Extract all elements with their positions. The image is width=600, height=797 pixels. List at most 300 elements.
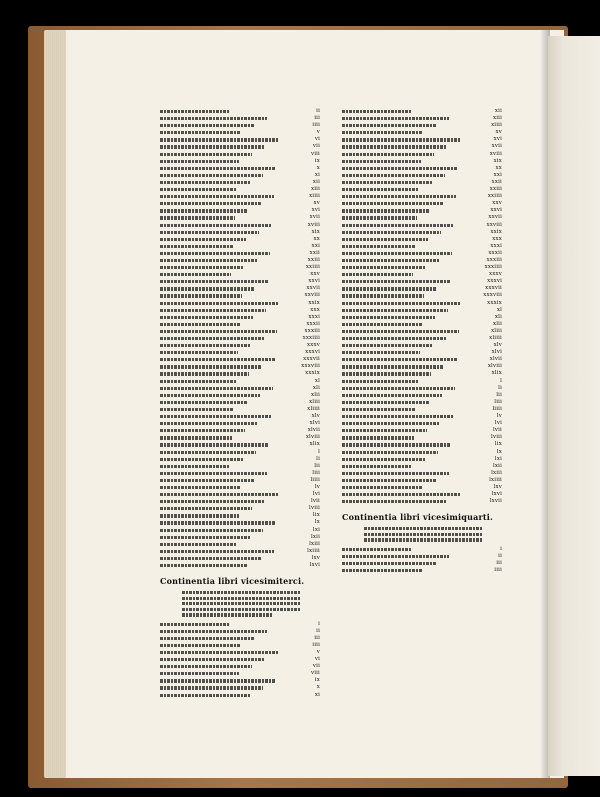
- table-of-contents-entry: [160, 392, 320, 399]
- table-of-contents-entry: [342, 158, 502, 165]
- entry-chapter-number: ix: [314, 157, 320, 164]
- entry-chapter-number: xliiii: [307, 405, 320, 412]
- table-of-contents-entry: [160, 136, 320, 143]
- entry-text-line: [342, 110, 412, 113]
- entry-chapter-number: xxxvi: [487, 278, 502, 285]
- table-of-contents-entry: [160, 491, 320, 498]
- entry-chapter-number: xxiiii: [487, 193, 502, 200]
- entry-chapter-number: ii: [316, 627, 320, 634]
- entry-chapter-number: xxxix: [487, 299, 502, 306]
- entry-chapter-number: xxxiiii: [302, 335, 320, 341]
- entry-text-line: [160, 536, 250, 539]
- entry-chapter-number: xv: [495, 129, 502, 136]
- table-of-contents-entry: [160, 385, 320, 392]
- table-of-contents-entry: [160, 470, 320, 477]
- entry-text-line: [160, 686, 263, 689]
- entry-text-line: [160, 500, 265, 503]
- table-of-contents-entry: [342, 122, 502, 129]
- entry-text-line: [342, 273, 413, 276]
- entry-chapter-number: xxvii: [306, 285, 320, 292]
- table-of-contents-entry: [160, 498, 320, 505]
- entry-chapter-number: lv: [314, 483, 320, 490]
- entry-text-line: [160, 443, 269, 446]
- entry-chapter-number: xxxiii: [486, 256, 502, 263]
- entry-text-line: [160, 188, 237, 191]
- entry-chapter-number: xvi: [493, 136, 502, 143]
- table-of-contents-entry: [342, 491, 502, 498]
- entry-text-line: [160, 644, 241, 647]
- entry-chapter-number: xvii: [491, 143, 502, 150]
- entry-chapter-number: xxxviii: [483, 292, 502, 299]
- entry-text-line: [342, 472, 449, 475]
- table-of-contents-entry: [160, 172, 320, 179]
- entry-text-line: [160, 429, 245, 432]
- table-of-contents-entry: [342, 456, 502, 463]
- entry-text-line: [160, 465, 230, 468]
- entry-chapter-number: l: [318, 448, 320, 455]
- entry-text-line: [342, 309, 448, 312]
- entry-text-line: [342, 465, 412, 468]
- table-of-contents-entry: [342, 399, 502, 406]
- right-entry-list: [342, 108, 502, 505]
- entry-text-line: [342, 145, 447, 148]
- table-of-contents-entry: [160, 656, 320, 663]
- entry-chapter-number: xlii: [310, 391, 320, 398]
- table-of-contents-entry: [160, 200, 320, 207]
- left-entry-list: [160, 108, 320, 569]
- table-of-contents-entry: [342, 264, 502, 271]
- table-of-contents-entry: [160, 122, 320, 129]
- entry-text-line: [342, 224, 454, 227]
- entry-text-line: [342, 415, 453, 418]
- entry-text-line: [160, 472, 267, 475]
- table-of-contents-entry: [342, 484, 502, 491]
- entry-chapter-number: lxv: [311, 554, 320, 561]
- entry-text-line: [342, 436, 414, 439]
- entry-chapter-number: x: [316, 684, 320, 691]
- entry-chapter-number: lvi: [494, 420, 502, 427]
- entry-text-line: [160, 521, 276, 524]
- entry-chapter-number: xlvii: [307, 427, 320, 434]
- entry-text-line: [160, 294, 242, 297]
- entry-chapter-number: i: [500, 545, 502, 552]
- entry-chapter-number: vi: [314, 656, 320, 663]
- entry-text-line: [342, 245, 415, 248]
- entry-text-line: [160, 358, 275, 361]
- entry-text-line: [342, 358, 457, 361]
- table-of-contents-entry: [342, 427, 502, 434]
- entry-chapter-number: vii: [312, 143, 320, 150]
- table-of-contents-entry: [342, 300, 502, 307]
- entry-chapter-number: lviii: [309, 505, 320, 512]
- entry-text-line: [160, 309, 266, 312]
- entry-chapter-number: xxii: [491, 178, 502, 185]
- table-of-contents-entry: [160, 179, 320, 186]
- entry-text-line: [342, 500, 447, 503]
- table-of-contents-entry: [342, 207, 502, 214]
- entry-text-line: [342, 231, 441, 234]
- entry-chapter-number: lxi: [312, 526, 320, 533]
- entry-text-line: [160, 280, 268, 283]
- entry-text-line: [160, 529, 263, 532]
- table-of-contents-entry: [342, 413, 502, 420]
- entry-chapter-number: lvi: [312, 491, 320, 498]
- entry-chapter-number: xx: [495, 164, 502, 171]
- entry-text-line: [342, 569, 423, 572]
- entry-text-line: [160, 153, 252, 156]
- table-of-contents-entry: [342, 115, 502, 122]
- table-of-contents-entry: [342, 553, 502, 560]
- entry-chapter-number: ii: [316, 108, 320, 114]
- entry-text-line: [342, 294, 424, 297]
- entry-chapter-number: xxiiii: [305, 264, 320, 271]
- table-of-contents-entry: [342, 498, 502, 505]
- table-of-contents-entry: [342, 151, 502, 158]
- table-of-contents-entry: [160, 115, 320, 122]
- entry-text-line: [342, 443, 451, 446]
- entry-text-line: [160, 630, 267, 633]
- entry-text-line: [160, 458, 243, 461]
- entry-text-line: [160, 216, 235, 219]
- table-of-contents-entry: [342, 285, 502, 292]
- entry-text-line: [160, 694, 250, 697]
- right-text-column: [342, 108, 502, 574]
- entry-text-line: [342, 259, 439, 262]
- table-of-contents-entry: [160, 257, 320, 264]
- table-of-contents-entry: [342, 250, 502, 257]
- entry-chapter-number: xxvii: [488, 214, 502, 221]
- entry-text-line: [342, 160, 421, 163]
- entry-text-line: [160, 543, 237, 546]
- entry-chapter-number: xli: [312, 384, 320, 391]
- entry-chapter-number: xxii: [309, 249, 320, 256]
- table-of-contents-entry: [160, 541, 320, 548]
- entry-chapter-number: i: [318, 620, 320, 627]
- entry-chapter-number: iii: [314, 634, 320, 641]
- table-of-contents-entry: [342, 370, 502, 377]
- entry-chapter-number: xxvi: [308, 278, 320, 285]
- table-of-contents-entry: [342, 243, 502, 250]
- table-of-contents-entry: [160, 670, 320, 677]
- entry-chapter-number: xi: [314, 171, 320, 178]
- entry-chapter-number: xliiii: [489, 335, 502, 341]
- table-of-contents-entry: [160, 484, 320, 491]
- entry-chapter-number: xlvi: [491, 349, 502, 356]
- entry-text-line: [342, 486, 423, 489]
- table-of-contents-entry: [342, 560, 502, 567]
- entry-text-line: [160, 181, 250, 184]
- entry-chapter-number: lxiii: [491, 469, 502, 476]
- entry-chapter-number: xxviii: [304, 292, 320, 299]
- table-of-contents-entry: [160, 649, 320, 656]
- entry-text-line: [160, 224, 272, 227]
- entry-text-line: [342, 316, 435, 319]
- entry-text-line: [160, 665, 252, 668]
- table-of-contents-entry: [342, 363, 502, 370]
- entry-text-line: [160, 387, 273, 390]
- table-of-contents-entry: [160, 463, 320, 470]
- entry-chapter-number: xlix: [309, 441, 320, 448]
- table-of-contents-entry: [342, 441, 502, 448]
- table-of-contents-entry: [160, 527, 320, 534]
- entry-chapter-number: viii: [310, 150, 320, 157]
- entry-text-line: [342, 131, 423, 134]
- entry-text-line: [160, 486, 241, 489]
- entry-text-line: [342, 422, 440, 425]
- entry-text-line: [160, 238, 246, 241]
- entry-chapter-number: liii: [312, 469, 320, 476]
- entry-text-line: [160, 479, 254, 482]
- table-of-contents-entry: [342, 165, 502, 172]
- table-of-contents-entry: [160, 399, 320, 406]
- entry-text-line: [160, 287, 255, 290]
- entry-chapter-number: li: [316, 455, 320, 462]
- entry-text-line: [342, 408, 416, 411]
- table-of-contents-entry: [160, 335, 320, 342]
- entry-text-line: [342, 479, 436, 482]
- entry-text-line: [342, 365, 444, 368]
- table-of-contents-entry: [342, 229, 502, 236]
- entry-text-line: [160, 564, 248, 567]
- entry-chapter-number: ix: [314, 677, 320, 684]
- entry-chapter-number: xxv: [492, 200, 502, 207]
- entry-chapter-number: xxi: [493, 171, 502, 178]
- entry-text-line: [342, 562, 436, 565]
- entry-chapter-number: lxvii: [489, 498, 502, 505]
- table-of-contents-entry: [160, 186, 320, 193]
- entry-chapter-number: lix: [494, 441, 502, 448]
- table-of-contents-entry: [160, 314, 320, 321]
- entry-text-line: [342, 401, 429, 404]
- entry-text-line: [160, 316, 253, 319]
- entry-chapter-number: xvi: [311, 207, 320, 214]
- entry-chapter-number: xii: [494, 108, 502, 114]
- entry-chapter-number: xii: [312, 178, 320, 185]
- entry-chapter-number: xxiii: [307, 256, 320, 263]
- table-of-contents-entry: [342, 378, 502, 385]
- entry-chapter-number: xl: [496, 306, 502, 313]
- table-of-contents-entry: [342, 434, 502, 441]
- right-section-heading: Continentia libri vicesimiquarti.: [342, 512, 494, 523]
- entry-text-line: [342, 387, 455, 390]
- entry-text-line: [160, 493, 278, 496]
- table-of-contents-entry: [160, 420, 320, 427]
- entry-chapter-number: liiii: [492, 405, 502, 412]
- entry-chapter-number: lvii: [310, 498, 320, 505]
- table-of-contents-entry: [160, 243, 320, 250]
- entry-chapter-number: xlviii: [487, 363, 502, 370]
- entry-chapter-number: xiiii: [491, 122, 502, 129]
- table-of-contents-entry: [160, 363, 320, 370]
- table-of-contents-entry: [342, 567, 502, 574]
- table-of-contents-entry: [160, 307, 320, 314]
- table-of-contents-entry: [342, 179, 502, 186]
- entry-chapter-number: lviii: [491, 434, 502, 441]
- table-of-contents-entry: [160, 165, 320, 172]
- entry-text-line: [160, 408, 234, 411]
- entry-chapter-number: xlv: [311, 413, 320, 420]
- entry-text-line: [160, 451, 256, 454]
- entry-chapter-number: x: [316, 164, 320, 171]
- entry-chapter-number: xlvii: [489, 356, 502, 363]
- entry-chapter-number: lxvi: [309, 562, 320, 568]
- entry-text-line: [160, 637, 254, 640]
- entry-chapter-number: xviii: [307, 221, 320, 228]
- entry-chapter-number: iii: [314, 115, 320, 122]
- table-of-contents-entry: [160, 555, 320, 562]
- table-of-contents-entry: [160, 427, 320, 434]
- table-of-contents-entry: [342, 356, 502, 363]
- table-of-contents-entry: [160, 477, 320, 484]
- entry-text-line: [160, 507, 252, 510]
- entry-chapter-number: xxx: [310, 306, 320, 313]
- table-of-contents-entry: [160, 562, 320, 569]
- entry-chapter-number: xxxvii: [303, 356, 320, 363]
- entry-text-line: [160, 302, 279, 305]
- entry-text-line: [160, 351, 238, 354]
- entry-chapter-number: li: [498, 384, 502, 391]
- entry-text-line: [160, 273, 231, 276]
- table-of-contents-entry: [342, 222, 502, 229]
- table-of-contents-entry: [160, 456, 320, 463]
- entry-text-line: [342, 380, 418, 383]
- table-of-contents-entry: [160, 519, 320, 526]
- entry-chapter-number: iiii: [312, 122, 320, 129]
- table-of-contents-entry: [160, 342, 320, 349]
- table-of-contents-entry: [160, 321, 320, 328]
- table-of-contents-entry: [160, 441, 320, 448]
- entry-text-line: [160, 131, 241, 134]
- entry-text-line: [160, 337, 264, 340]
- table-of-contents-entry: [160, 271, 320, 278]
- entry-chapter-number: xiii: [492, 115, 502, 122]
- table-of-contents-entry: [342, 257, 502, 264]
- entry-chapter-number: xliii: [491, 327, 502, 334]
- entry-chapter-number: l: [500, 377, 502, 384]
- entry-chapter-number: lxiiii: [489, 476, 502, 483]
- entry-chapter-number: xiiii: [309, 193, 320, 200]
- entry-text-line: [160, 266, 244, 269]
- table-of-contents-entry: [342, 108, 502, 115]
- entry-chapter-number: viii: [310, 670, 320, 677]
- table-of-contents-entry: [160, 214, 320, 221]
- entry-chapter-number: iii: [496, 559, 502, 566]
- entry-chapter-number: xviii: [489, 150, 502, 157]
- table-of-contents-entry: [342, 129, 502, 136]
- entry-chapter-number: lxii: [492, 462, 502, 469]
- table-of-contents-entry: [160, 278, 320, 285]
- table-of-contents-entry: [342, 477, 502, 484]
- table-of-contents-entry: [342, 420, 502, 427]
- entry-text-line: [342, 351, 420, 354]
- left-section-heading: Continentia libri vicesimiterci.: [160, 576, 305, 587]
- entry-text-line: [342, 167, 458, 170]
- entry-chapter-number: v: [316, 648, 320, 655]
- entry-text-line: [160, 651, 278, 654]
- entry-text-line: [342, 181, 432, 184]
- entry-text-line: [342, 252, 452, 255]
- entry-chapter-number: xl: [314, 377, 320, 384]
- table-of-contents-entry: [160, 548, 320, 555]
- entry-text-line: [342, 287, 437, 290]
- table-of-contents-entry: [160, 264, 320, 271]
- entry-chapter-number: xi: [314, 691, 320, 698]
- entry-chapter-number: xlvi: [309, 420, 320, 427]
- table-of-contents-entry: [160, 534, 320, 541]
- entry-chapter-number: ii: [498, 552, 502, 559]
- entry-chapter-number: lxi: [494, 455, 502, 462]
- table-of-contents-entry: [342, 349, 502, 356]
- table-of-contents-entry: [160, 328, 320, 335]
- table-of-contents-entry: [342, 136, 502, 143]
- entry-text-line: [160, 160, 239, 163]
- entry-chapter-number: xvii: [309, 214, 320, 221]
- table-of-contents-entry: [342, 236, 502, 243]
- entry-text-line: [160, 344, 251, 347]
- right-entry-list-2: [342, 546, 502, 574]
- table-of-contents-entry: [342, 321, 502, 328]
- table-of-contents-entry: [342, 314, 502, 321]
- table-of-contents-entry: [160, 413, 320, 420]
- entry-chapter-number: xxxiii: [304, 327, 320, 334]
- entry-text-line: [342, 153, 434, 156]
- entry-text-line: [160, 422, 258, 425]
- entry-chapter-number: xxxviii: [301, 363, 320, 370]
- table-of-contents-entry: [342, 214, 502, 221]
- table-of-contents-entry: [342, 172, 502, 179]
- table-of-contents-entry: [160, 663, 320, 670]
- entry-text-line: [160, 110, 230, 113]
- table-of-contents-entry: [160, 370, 320, 377]
- entry-chapter-number: lii: [496, 391, 502, 398]
- entry-chapter-number: lix: [312, 512, 320, 519]
- entry-text-line: [342, 323, 422, 326]
- entry-chapter-number: xix: [493, 157, 502, 164]
- table-of-contents-entry: [160, 207, 320, 214]
- entry-text-line: [342, 117, 449, 120]
- entry-text-line: [342, 188, 419, 191]
- left-text-column: [160, 108, 320, 699]
- entry-text-line: [160, 231, 259, 234]
- table-of-contents-entry: [342, 186, 502, 193]
- entry-chapter-number: xxxv: [307, 342, 320, 349]
- table-of-contents-entry: [160, 677, 320, 684]
- facing-page: [548, 36, 600, 776]
- entry-chapter-number: iiii: [494, 566, 502, 573]
- entry-text-line: [160, 557, 261, 560]
- table-of-contents-entry: [160, 505, 320, 512]
- entry-chapter-number: lii: [314, 462, 320, 469]
- table-of-contents-entry: [342, 470, 502, 477]
- entry-text-line: [160, 167, 276, 170]
- entry-text-line: [160, 672, 239, 675]
- entry-chapter-number: xlviii: [305, 434, 320, 441]
- entry-text-line: [160, 259, 257, 262]
- table-of-contents-entry: [160, 300, 320, 307]
- entry-chapter-number: lx: [314, 519, 320, 526]
- entry-chapter-number: xxx: [492, 235, 502, 242]
- table-of-contents-entry: [160, 692, 320, 699]
- entry-chapter-number: xxxii: [306, 320, 320, 327]
- entry-chapter-number: vi: [314, 136, 320, 143]
- entry-chapter-number: lxii: [310, 533, 320, 540]
- table-of-contents-entry: [160, 143, 320, 150]
- entry-text-line: [160, 514, 239, 517]
- entry-text-line: [342, 337, 446, 340]
- table-of-contents-entry: [342, 546, 502, 553]
- table-of-contents-entry: [342, 143, 502, 150]
- table-of-contents-entry: [160, 108, 320, 115]
